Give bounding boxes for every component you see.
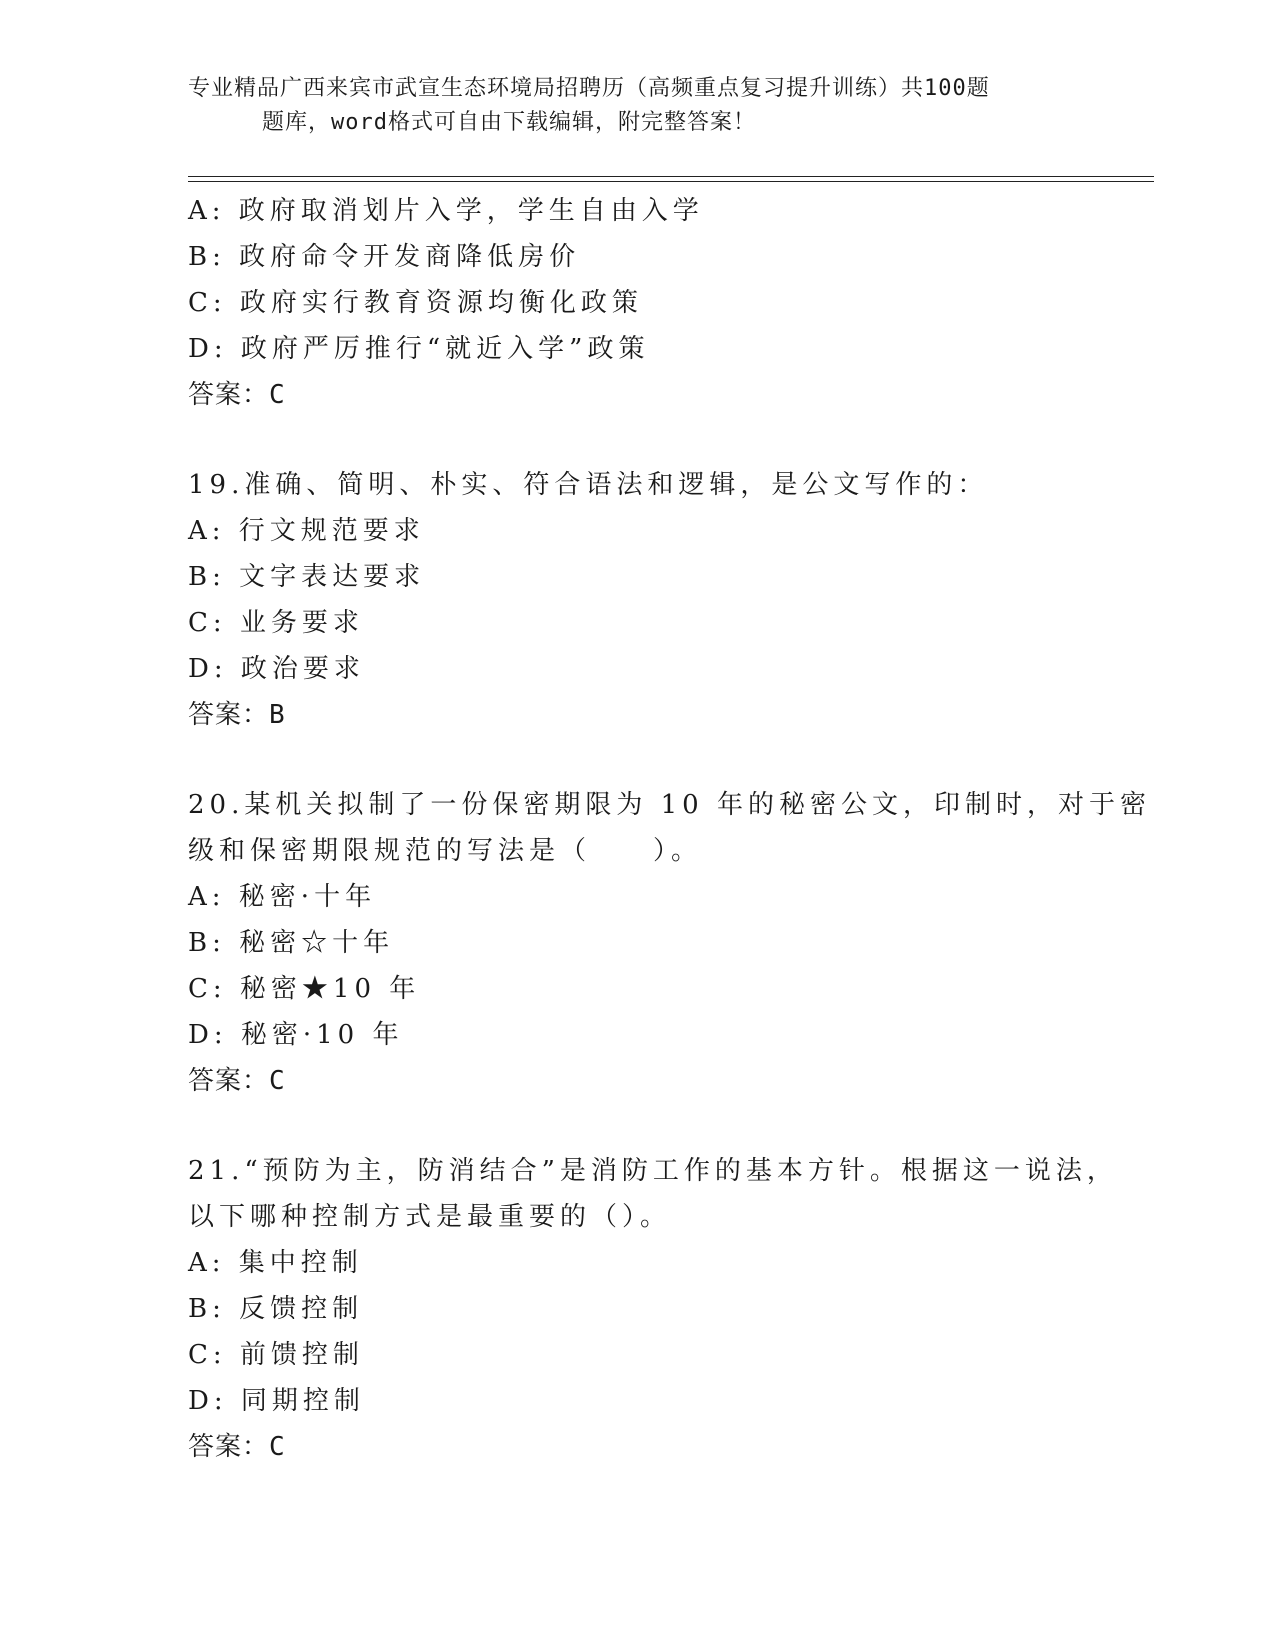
question-block-18: [188, 188, 1088, 418]
question-text-line-1: 21.“预防为主，防消结合”是消防工作的基本方针。根据这一说法，: [188, 1156, 1118, 1186]
question-text-line-2: 以下哪种控制方式是最重要的（）。: [188, 1202, 672, 1232]
option-b: B: 秘密☆十年: [188, 928, 395, 958]
header-divider-top: [188, 176, 1154, 177]
answer-line: 答案：C: [188, 380, 286, 410]
option-c: C: 政府实行教育资源均衡化政策: [188, 288, 643, 318]
header-title-line-2: 题库，word格式可自由下载编辑，附完整答案！: [262, 110, 756, 135]
option-c: C: 前馈控制: [188, 1340, 364, 1370]
option-b: B: 文字表达要求: [188, 562, 426, 592]
option-a: A: 集中控制: [188, 1248, 363, 1278]
document-header: [188, 72, 1068, 140]
option-d: D: 同期控制: [188, 1386, 365, 1416]
answer-line: 答案：C: [188, 1432, 286, 1462]
option-c: C: 秘密★10 年: [188, 974, 421, 1004]
answer-line: 答案：C: [188, 1066, 286, 1096]
option-a: A: 秘密·十年: [188, 882, 377, 912]
question-block-19: [188, 462, 1088, 738]
header-divider-bottom: [188, 181, 1154, 182]
question-block-21: [188, 1148, 1118, 1470]
option-a: A: 政府取消划片入学，学生自由入学: [188, 196, 704, 226]
question-text-line-2: 级和保密期限规范的写法是（ ）。: [188, 836, 703, 866]
question-list: [188, 188, 1151, 1470]
option-c: C: 业务要求: [188, 608, 364, 638]
question-text-line-1: 20.某机关拟制了一份保密期限为 10 年的秘密公文，印制时，对于密: [188, 790, 1151, 820]
header-title-line-1: 专业精品广西来宾市武宣生态环境局招聘历（高频重点复习提升训练）共100题: [188, 76, 990, 101]
option-d: D: 秘密·10 年: [188, 1020, 404, 1050]
option-a: A: 行文规范要求: [188, 516, 425, 546]
question-block-20: [188, 782, 1151, 1104]
option-b: B: 反馈控制: [188, 1294, 364, 1324]
option-d: D: 政府严厉推行“就近入学”政策: [188, 334, 650, 364]
option-b: B: 政府命令开发商降低房价: [188, 242, 581, 272]
option-d: D: 政治要求: [188, 654, 365, 684]
question-text: 19.准确、简明、朴实、符合语法和逻辑，是公文写作的：: [188, 470, 989, 500]
answer-line: 答案：B: [188, 700, 286, 730]
